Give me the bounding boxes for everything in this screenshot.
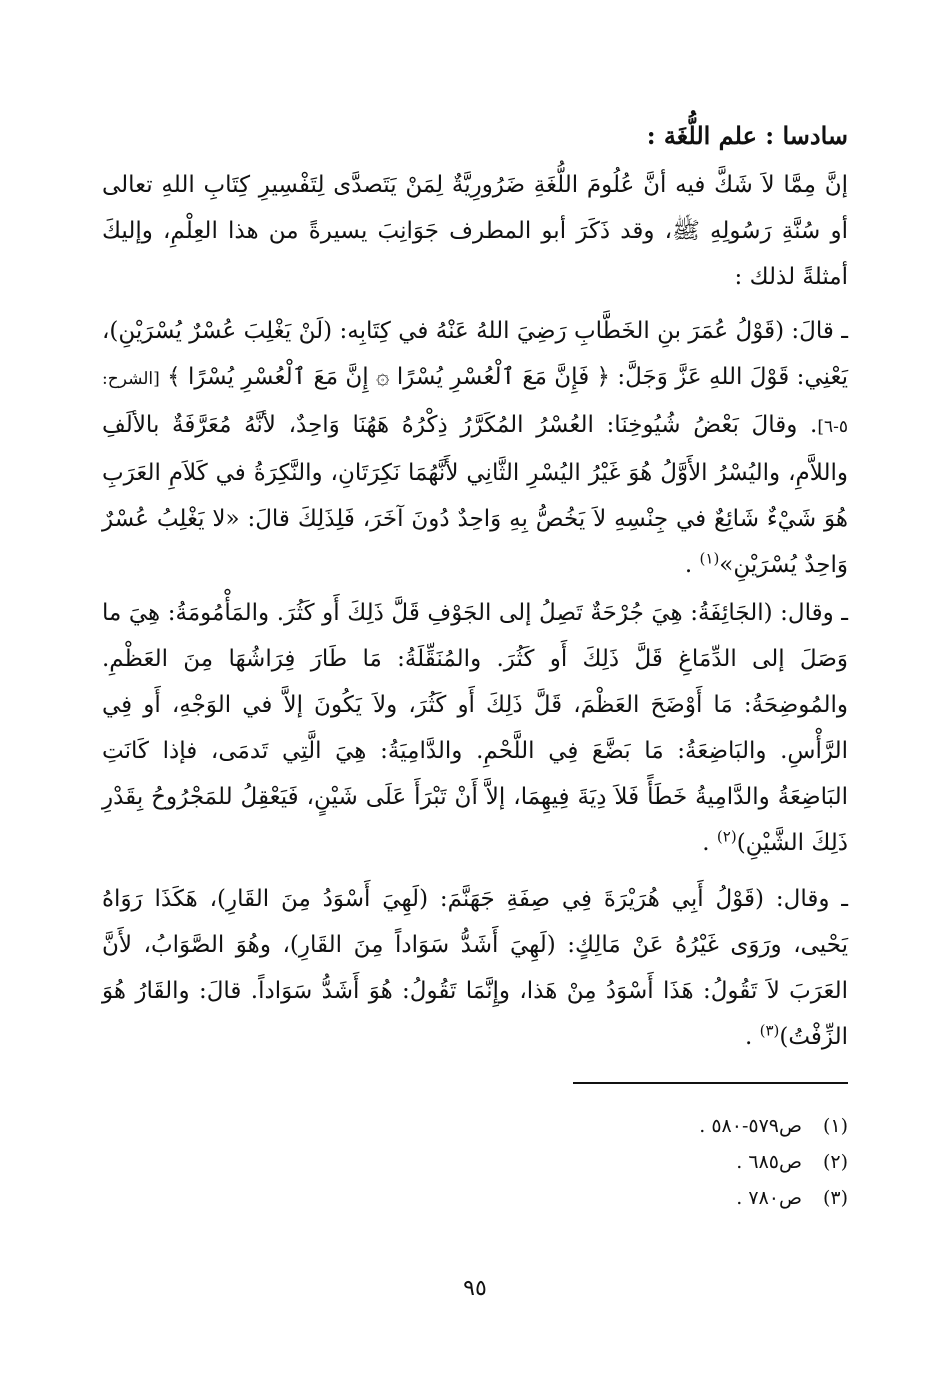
footnote-text: ص٦٨٥ . bbox=[736, 1151, 802, 1173]
page-number: ٩٥ bbox=[463, 1276, 487, 1301]
footnote-text: ص٥٧٩-٥٨٠ . bbox=[699, 1115, 802, 1137]
paragraph-text-continued: . وقالَ بَعْضُ شُيُوخِنَا: العُسْرُ المُكَرَّرُ ذِكْرُهُ هَهُنَا وَاحِدٌ، لأنَّهُ مُعَرَّفَةٌ بالألَفِ واللاَّمِ، واليُسْرُ الأَوَّلُ هُوَ غَيْرُ اليُسْرِ الثَّانِي لأَنَّهُمَا نَكِرَتَانِ، والنَّكِرَةُ في كَلاَمِ العَرَبِ هُوَ شَيْءٌ شَائِعٌ في جِنْسِهِ لاَ يَخُصُّ بِهِ وَاحِدٌ دُونَ آخَرَ، فَلِذَلِكَ قالَ: «لا يَغْلِبُ عُسْرٌ وَاحِدٌ يُسْرَيْنِ» bbox=[102, 412, 848, 578]
footnote-marker[interactable]: (٢) bbox=[716, 827, 737, 846]
footnote-item bbox=[448, 1108, 848, 1144]
paragraph-tail: . bbox=[744, 1024, 760, 1050]
paragraph-umar-quote bbox=[102, 308, 848, 588]
footnote-item bbox=[448, 1180, 848, 1216]
paragraph-tail: . bbox=[702, 830, 717, 856]
paragraph-text: ـ وقال: (الجَائِفَةُ: هِيَ جُرْحَةٌ تَصِلُ إلى الجَوْفِ قَلَّ ذَلِكَ أَو كَثُرَ. والمَأْمُومَةُ: هِيَ ما وَصَلَ إلى الدِّمَاغِ قَلَّ ذَلِكَ أَو كَثُرَ. والمُنَقِّلَةُ: مَا طَارَ فِرَاشُهَا مِنَ العَظْمِ. والمُوضِحَةُ: مَا أَوْضَحَ العَظْمَ، قَلَّ ذَلِكَ أَو كَثُرَ، ولاَ يَكُونَ إلاَّ في الوَجْهِ، أَو فِي الرَّأْسِ. والبَاضِعَةُ: مَا بَضَّعَ فِي اللَّحْمِ. والدَّامِيَةُ: هِيَ الَّتِي تَدمَى، فإذا كَانَتِ البَاضِعَةُ والدَّامِيةُ خَطَأً فَلاَ دِيَةَ فِيهِمَا، إلاَّ أَنْ تَبْرَأَ عَلَى شَيْنٍ، فَيَعْقِلُ للمَجْرُوحُ بِقَدْرِ ذَلِكَ الشَّيْنِ) bbox=[102, 600, 848, 856]
section-heading: سادسا : علم اللُّغَة : bbox=[646, 121, 848, 150]
paragraph-tail: . bbox=[684, 552, 700, 578]
footnote-marker[interactable]: (٣) bbox=[759, 1021, 780, 1040]
paragraph-wounds bbox=[102, 590, 848, 866]
footnote-text: ص٧٨٠ . bbox=[736, 1187, 802, 1209]
footnote-marker[interactable]: (١) bbox=[699, 549, 720, 568]
quran-reference: [الشرح: ٥-٦] bbox=[102, 369, 848, 437]
footnote-divider bbox=[573, 1082, 848, 1084]
intro-paragraph bbox=[102, 162, 848, 300]
footnotes-list bbox=[448, 1108, 848, 1216]
paragraph-abu-hurayra bbox=[102, 876, 848, 1060]
footnote-number: (٣) bbox=[822, 1187, 848, 1209]
footnote-number: (٢) bbox=[822, 1151, 848, 1173]
intro-text: إنَّ مِمَّا لاَ شَكَّ فيه أنَّ عُلُومَ اللُّغَةِ ضَرُورِيَّةٌ لِمَنْ يَتَصدَّى لِتَفْسِيرِ كِتَابِ اللهِ تعالى أو سُنَّةِ رَسُولِهِ ﷺ، وقد ذَكَرَ أبو المطرف جَوَانِبَ يسيرةً من هذا العِلْمِ، وإليكَ أمثلةً لذلك : bbox=[102, 172, 848, 290]
paragraph-text: ـ قالَ: (قَوْلُ عُمَرَ بنِ الخَطَّابِ رَضِيَ اللهُ عَنْهُ في كِتَابِه: (لَنْ يَغْلِبَ عُسْرٌ يُسْرَيْنِ)، يَعْنِي: قَوْلَ اللهِ عَزَّ وَجَلَّ: ﴿ فَإِنَّ مَعَ ٱلْعُسْرِ يُسْرًا ۞ إِنَّ مَعَ ٱلْعُسْرِ يُسْرًا ﴾ bbox=[102, 318, 848, 390]
paragraph-text: ـ وقال: (قَوْلُ أَبِي هُرَيْرَةَ فِي صِفَةِ جَهَنَّمَ: (لَهِيَ أَسْوَدُ مِنَ القَارِ)، هَكَذَا رَوَاهُ يَحْيى، ورَوَى غَيْرُهُ عَنْ مَالِكٍ: (لَهِيَ أَشَدُّ سَوَاداً مِنَ القَارِ)، وهُوَ الصَّوَابُ، لأَنَّ العَرَبَ لاَ تَقُولُ: هَذَا أَسْوَدُ مِنْ هَذا، وإِنَّمَا تَقُولُ: هُوَ أَشَدُّ سَوَاداً. قالَ: والقَارُ هُوَ الزِّفْتُ) bbox=[102, 886, 848, 1050]
footnote-number: (١) bbox=[822, 1115, 848, 1137]
footnote-item bbox=[448, 1144, 848, 1180]
